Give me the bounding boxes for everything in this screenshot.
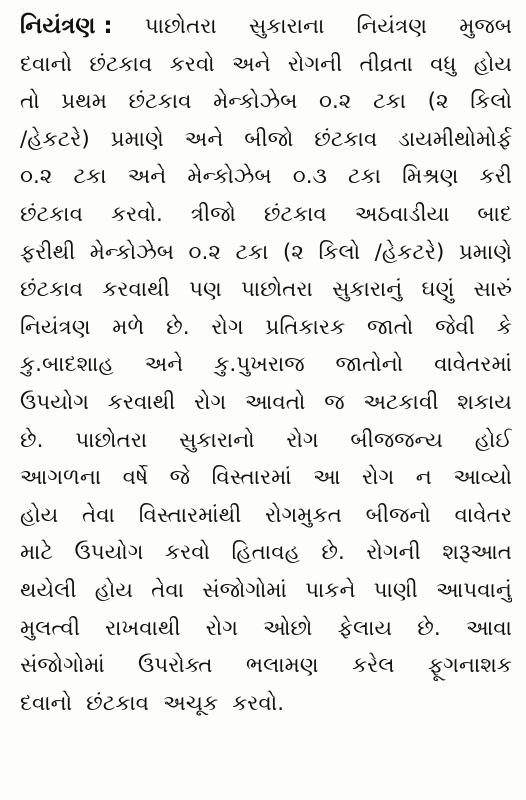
text-line <box>20 8 512 46</box>
word: ડાયમીથોમોર્ફ <box>398 126 512 152</box>
word: વિસ્તારમાં <box>211 465 292 491</box>
word: સુકારાનું <box>332 277 403 303</box>
word: પાકને <box>305 577 356 603</box>
word: છંટકાવ <box>89 51 153 77</box>
text-line <box>20 121 512 159</box>
word: અટકાવી <box>363 389 439 415</box>
word: છે. <box>20 427 44 453</box>
word: રોગ <box>362 465 395 491</box>
word: વાવેતર <box>454 502 512 528</box>
word: કરવાથી <box>102 277 170 303</box>
word: હોય <box>20 502 59 528</box>
word: રોગ <box>205 615 238 641</box>
word: ઉપયોગ <box>20 389 89 415</box>
word: શરૂઆત <box>442 540 512 566</box>
text-line <box>20 196 512 234</box>
word: ૦.૩ <box>292 164 327 190</box>
text-line <box>20 647 512 685</box>
word: (૨ <box>427 89 449 115</box>
word: પાછોતરા <box>144 14 217 39</box>
text-line <box>20 459 512 497</box>
text-line <box>20 234 512 272</box>
word: અને <box>184 126 224 152</box>
word: શકાય <box>457 389 512 415</box>
word: અને <box>231 51 271 77</box>
word: વાવેતરમાં <box>434 352 512 378</box>
word: વધુ <box>430 51 457 77</box>
word: તેવા <box>151 577 185 603</box>
word: ઉપયોગ <box>74 540 144 566</box>
word: /હેકટરે) <box>374 239 445 265</box>
word: કિલો <box>470 89 512 115</box>
word: વર્ષે <box>122 465 149 491</box>
word: પ્રમાણે <box>110 126 164 152</box>
word: (૨ <box>282 239 304 265</box>
word: કરવો <box>164 540 210 566</box>
word: આ <box>313 465 341 491</box>
word: મિશ્રણ <box>402 164 459 190</box>
word: ટકા <box>373 89 407 115</box>
word: જેવી <box>435 314 475 340</box>
word: પાછોતરા <box>240 277 313 303</box>
word: છંટકાવ <box>128 89 192 115</box>
word: દવાનો <box>20 690 73 716</box>
word: મુજબ <box>459 14 512 39</box>
word: આવતો <box>245 389 306 415</box>
word: માટે <box>20 540 53 566</box>
word: તો <box>20 89 40 115</box>
word: હોઈ <box>474 427 512 453</box>
word: પણ <box>189 277 222 303</box>
text-line <box>20 572 512 610</box>
word: જાતો <box>367 314 414 340</box>
word: રોગ <box>211 314 244 340</box>
word: નિયંત્રણ <box>20 314 91 340</box>
word: /હેકટરે) <box>20 126 90 152</box>
word: ન <box>415 465 432 491</box>
word: ઘણું <box>421 277 455 303</box>
word: કરવો <box>169 51 215 77</box>
word: ફરીથી <box>20 239 76 265</box>
word: છંટકાવ <box>20 277 83 303</box>
text-line <box>20 271 512 309</box>
word: ત્રીજો <box>190 201 236 227</box>
word: ટકા <box>235 239 269 265</box>
word: છે. <box>166 314 190 340</box>
word: રોગ <box>194 389 227 415</box>
word: આપવાનું <box>435 577 512 603</box>
word: કરી <box>479 164 512 190</box>
word: સારું <box>473 277 512 303</box>
word: ભલામણ <box>245 653 319 679</box>
word: ૦.૨ <box>20 164 53 190</box>
word: ઓછો <box>263 615 313 641</box>
word: ઉપરોક્ત <box>138 653 213 679</box>
text-line <box>20 384 512 422</box>
word: કે <box>496 314 512 340</box>
word: નિયંત્રણ <box>356 14 427 39</box>
word: દવાનો <box>20 51 73 77</box>
word: આવા <box>465 615 512 641</box>
word: જાતોનો <box>335 352 404 378</box>
word: જ <box>324 389 345 415</box>
text-line <box>20 534 512 572</box>
word: આવ્યો <box>453 465 512 491</box>
paragraph <box>20 8 512 722</box>
word: રોગની <box>287 51 343 77</box>
word: મેન્કોઝેબ <box>89 239 175 265</box>
word: પાણી <box>373 577 418 603</box>
word: પાછોતરા <box>75 427 148 453</box>
word: સુકારાનો <box>178 427 255 453</box>
word: કરવો. <box>110 201 163 227</box>
word: અને <box>144 352 184 378</box>
word: અને <box>127 164 167 190</box>
word: કુ.બાદશાહ <box>20 352 114 378</box>
word: સુકારાના <box>248 14 325 39</box>
word: છંટકાવ <box>314 126 378 152</box>
word: પ્રમાણે <box>458 239 512 265</box>
word: પ્રતિકારક <box>265 314 346 340</box>
word: છે. <box>417 615 441 641</box>
word: ટકા <box>348 164 381 190</box>
word: આગળના <box>20 465 102 491</box>
word: રોગમુકત <box>265 502 342 528</box>
word: સંજોગોમાં <box>202 577 287 603</box>
word: બાદ <box>477 201 512 227</box>
word: વિસ્તારમાંથી <box>138 502 242 528</box>
word: મુલત્વી <box>20 615 80 641</box>
word: મળે <box>112 314 145 340</box>
word: બીજો <box>244 126 294 152</box>
text-line <box>20 685 512 723</box>
word: ૦.૨ <box>319 89 352 115</box>
word: છંટકાવ <box>86 690 150 716</box>
word: કરવો. <box>232 690 285 716</box>
section-heading: નિયંત્રણ : <box>20 13 113 39</box>
text-line <box>20 497 512 535</box>
word: બીજજન્ય <box>350 427 443 453</box>
word: રોગની <box>366 540 421 566</box>
word: રાખવાથી <box>105 615 181 641</box>
word: હોય <box>473 51 512 77</box>
word: છે. <box>321 540 345 566</box>
word: મેન્કોઝેબ <box>187 164 272 190</box>
word: થયેલી <box>20 577 77 603</box>
text-line <box>20 610 512 648</box>
word: જે <box>169 465 190 491</box>
word: તીવ્રતા <box>359 51 413 77</box>
word: ૦.૨ <box>188 239 221 265</box>
word: બીજનો <box>365 502 431 528</box>
word: હોય <box>94 577 133 603</box>
word: કુ.પુખરાજ <box>214 352 305 378</box>
text-line <box>20 309 512 347</box>
word: કરવાથી <box>107 389 176 415</box>
text-line <box>20 422 512 460</box>
text-line <box>20 46 512 84</box>
text-line <box>20 158 512 196</box>
word: સંજોગોમાં <box>20 653 105 679</box>
word: અચૂક <box>163 690 219 716</box>
word: કરેલ <box>351 653 395 679</box>
word: ફૂગનાશક <box>427 653 512 679</box>
word: છંટકાવ <box>263 201 327 227</box>
word: રોગ <box>286 427 319 453</box>
word: હિતાવહ <box>231 540 300 566</box>
text-line <box>20 83 512 121</box>
word: તેવા <box>82 502 115 528</box>
text-line <box>20 346 512 384</box>
word: ટકા <box>73 164 107 190</box>
word: અઠવાડીયા <box>354 201 450 227</box>
word: પ્રથમ <box>61 89 107 115</box>
word: ફેલાય <box>337 615 393 641</box>
word: કિલો <box>318 239 361 265</box>
word: મેન્કોઝેબ <box>213 89 298 115</box>
word: છંટકાવ <box>20 201 83 227</box>
